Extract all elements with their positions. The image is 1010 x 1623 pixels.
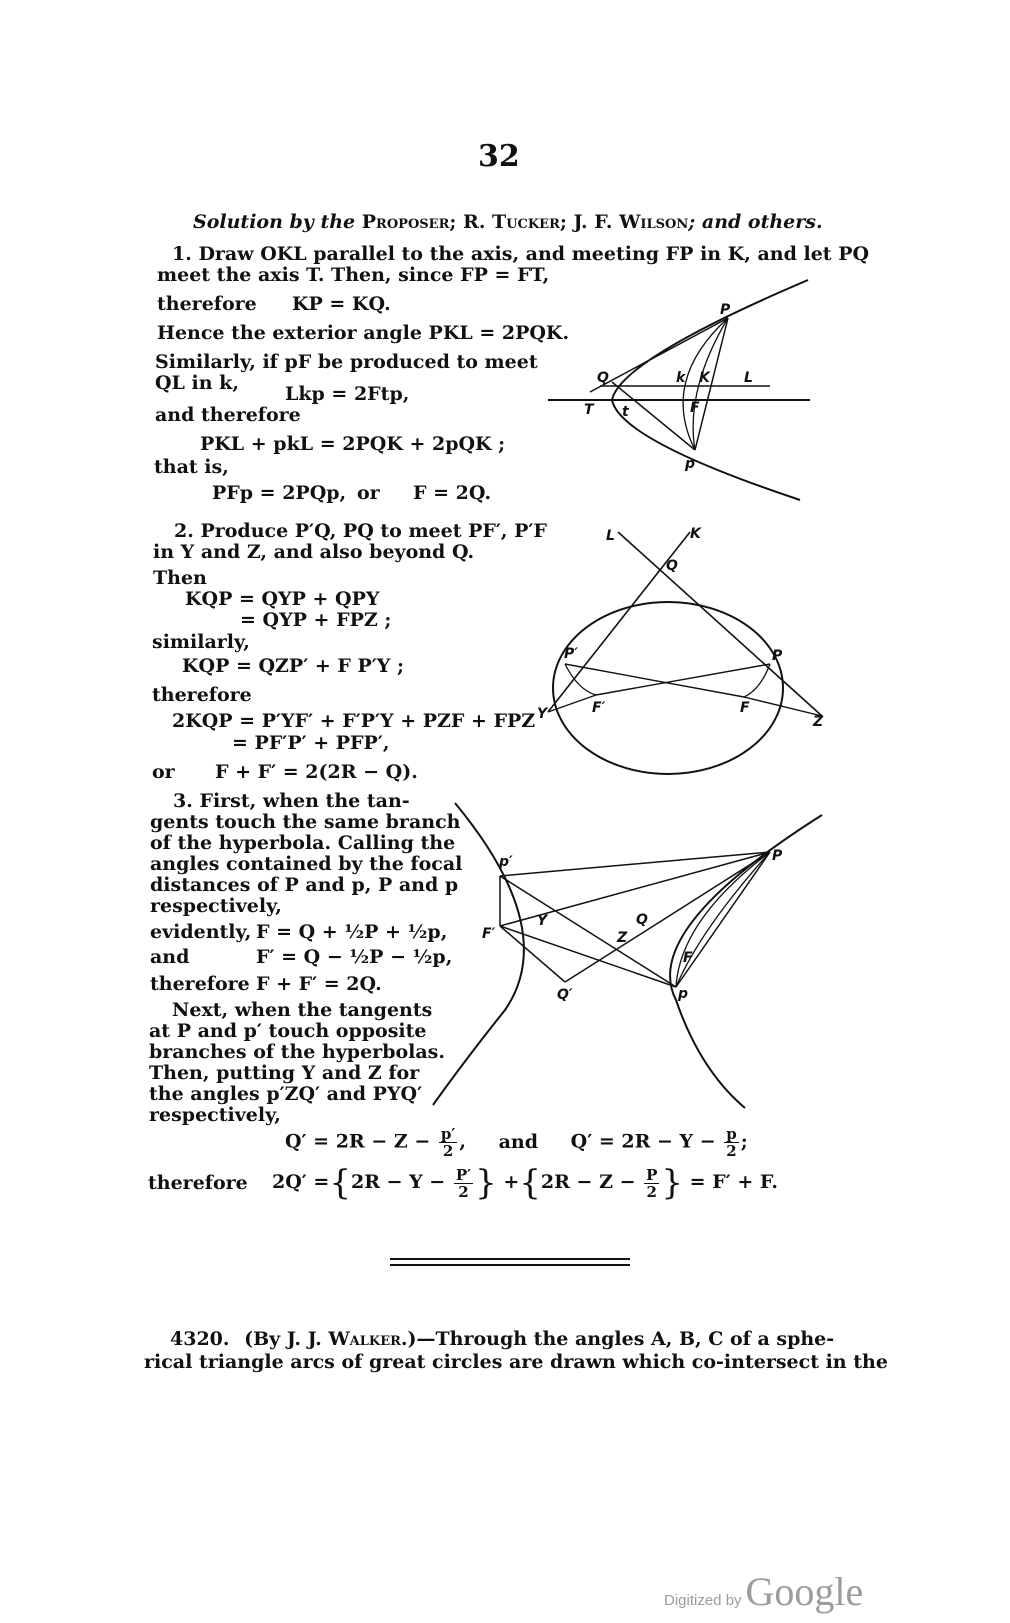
p2-line5: = QYP + FPZ ; [240,609,392,631]
fig3-left-branch [433,803,524,1105]
heading-proposer: Proposer [361,211,450,233]
fig1-label-Q: Q [597,370,609,386]
p3-line7b: F = Q + ½P + ½p, [256,921,448,943]
fig3-label-Y: Y [537,913,548,929]
eq3-brace-close-2: } [661,1163,684,1203]
eq3-plus: + [503,1171,520,1193]
fig2-label-P1: P′ [564,646,578,662]
fig1-label-P: P [720,302,731,318]
eq3-brace-open-1: { [329,1163,351,1203]
fig1-label-p: p [685,456,696,472]
fig3-label-p: p [678,986,689,1002]
p3-line9b: F + F′ = 2Q. [256,973,382,995]
fig3-label-Q: Q [636,912,648,928]
p2-line11b: F + F′ = 2(2R − Q). [215,761,418,783]
p1-line10c: F = 2Q. [413,482,492,504]
p2-line10: = PF′P′ + PFP′, [232,732,390,754]
p1-line3-label: therefore [157,293,257,315]
fig3-label-F: F [683,950,693,966]
final-eq-therefore: therefore [148,1172,248,1194]
p2-line8: therefore [152,684,252,706]
eq3-frac2-den: 2 [646,1182,657,1201]
digitized-by-google-watermark [664,1568,863,1615]
p3-line14: the angles p′ZQ′ and PYQ′ [149,1083,423,1105]
final-eq-line1 [285,1126,748,1159]
eq3-brace-close-1: } [475,1163,497,1203]
eq2-left: Q′ = 2R − Y − [570,1130,716,1153]
question-author: Walker. [328,1328,408,1350]
p3-line6: respectively, [150,895,282,917]
fig3-line-F1-Q1 [500,926,565,982]
p1-line4: Hence the exterior angle PKL = 2PQK. [157,322,570,344]
eq2-frac [724,1126,739,1159]
eq1-comma: , [459,1130,466,1153]
p2-line2: in Y and Z, and also beyond Q. [153,541,475,563]
p3-line12: branches of the hyperbolas. [149,1041,445,1063]
eq3-term2: 2R − Z − [540,1171,636,1193]
p3-line1: 3. First, when the tan- [173,790,410,812]
fig2-label-K: K [690,526,701,542]
fig3-line-p1-P [500,852,770,876]
fig2-label-Q: Q [666,558,678,574]
section-divider-bottom [390,1264,630,1266]
fig2-label-P: P [772,648,783,664]
p3-line2: gents touch the same branch [150,811,461,833]
eq2-semicolon: ; [740,1130,748,1153]
p2-line3: Then [153,567,207,589]
eq3-frac-2 [644,1167,659,1200]
p3-line10: Next, when the tangents [172,999,433,1021]
page-number: 32 [478,139,520,174]
p2-line9: 2KQP = P′YF′ + F′P′Y + PZF + FPZ [172,710,536,732]
question-author-open: (By J. J. [244,1328,322,1350]
fig3-line-Q1-P [565,852,770,982]
fig3-label-P: P [772,848,783,864]
p1-line10a: PFp = 2PQp, [212,482,347,504]
fig3-line-F1-p [500,926,676,987]
fig1-label-K: K [699,370,710,386]
fig2-label-Y: Y [537,706,548,722]
p1-line7: and therefore [155,404,301,426]
question-4320-line1 [170,1328,834,1350]
fig3-label-Z: Z [617,930,628,946]
eq3-frac-1 [454,1167,473,1200]
p3-line3: of the hyperbola. Calling the [150,832,456,854]
fig1-label-L: L [744,370,753,386]
p1-line2: meet the axis T. Then, since FP = FT, [157,264,550,286]
p2-line11a: or [152,761,175,783]
fig3-label-p1: p′ [499,854,513,870]
fig3-label-Q1: Q′ [557,987,573,1003]
p1-line5: Similarly, if pF be produced to meet [155,351,538,373]
heading-prefix: Solution by the [193,211,356,233]
eq-and: and [498,1130,539,1153]
fig1-label-F: F [690,400,700,416]
fig1-label-t: t [622,404,629,420]
eq1-frac [439,1126,457,1159]
fig1-label-k: k [676,370,686,386]
p3-line9a: therefore [150,973,250,995]
fig2-label-L: L [606,528,615,544]
fig2-label-F1: F′ [592,700,606,716]
p3-line13: Then, putting Y and Z for [149,1062,420,1084]
p1-line1: 1. Draw OKL parallel to the axis, and meeting FP in K, and let PQ [172,243,870,265]
p3-line8a: and [150,946,190,968]
p1-line3-eq: KP = KQ. [292,293,391,315]
fig3-line-p1-p [500,876,676,987]
p1-line6a: QL in k, [155,372,239,394]
p1-line10b: or [357,482,380,504]
fig3-label-F1: F′ [482,926,496,942]
question-line1-rest: )—Through the angles A, B, C of a sphe- [407,1328,835,1350]
p1-line6b: Lkp = 2Ftp, [285,383,410,405]
fig2-label-F: F [740,700,750,716]
p3-line5: distances of P and p, P and p [150,874,459,896]
p2-line1: 2. Produce P′Q, PQ to meet PF′, P′F [174,520,547,542]
p3-line11: at P and p′ touch opposite [149,1020,427,1042]
p2-line4: KQP = QYP + QPY [185,588,380,610]
p1-line9: that is, [154,456,229,478]
p1-line8: PKL + pkL = 2PQK + 2pQK ; [200,433,506,455]
eq2-frac-num: p [726,1125,737,1143]
eq1-frac-num: p′ [440,1125,456,1143]
fig1-label-T: T [584,402,594,418]
p3-line15: respectively, [149,1104,281,1126]
heading-author2: R. Tucker [463,211,560,233]
p3-line7a: evidently, [150,921,252,943]
final-eq-line2 [272,1160,778,1205]
eq3-frac2-num: P [646,1165,658,1184]
eq3-brace-open-2: { [519,1163,541,1203]
p2-line7: KQP = QZP′ + F P′Y ; [182,655,404,677]
question-4320-line2: rical triangle arcs of great circles are drawn which co-intersect in the [144,1351,888,1373]
eq3-frac1-num: P′ [455,1165,472,1184]
watermark-google-logo: Google [745,1569,864,1614]
heading-suffix: ; and others. [688,211,823,233]
section-divider-top [390,1258,630,1260]
heading-author3: J. F. Wilson [573,211,689,233]
heading-sep2: ; [559,211,567,233]
eq2-frac-den: 2 [726,1142,737,1160]
eq3-term1: 2R − Y − [350,1171,446,1193]
p2-line6: similarly, [152,631,250,653]
p3-line4: angles contained by the focal [150,853,463,875]
eq3-left: 2Q′ = [272,1171,330,1193]
p3-line8b: F′ = Q − ½P − ½p, [256,946,453,968]
eq3-result: = F′ + F. [689,1171,779,1193]
eq3-frac1-den: 2 [458,1182,469,1201]
heading-sep1: ; [449,211,457,233]
fig2-label-Z: Z [813,714,824,730]
eq1-frac-den: 2 [442,1142,454,1160]
question-number: 4320. [170,1328,230,1350]
watermark-small: Digitized by [664,1592,742,1609]
fig3-line-P-p [676,852,770,987]
eq1-left: Q′ = 2R − Z − [285,1130,431,1153]
